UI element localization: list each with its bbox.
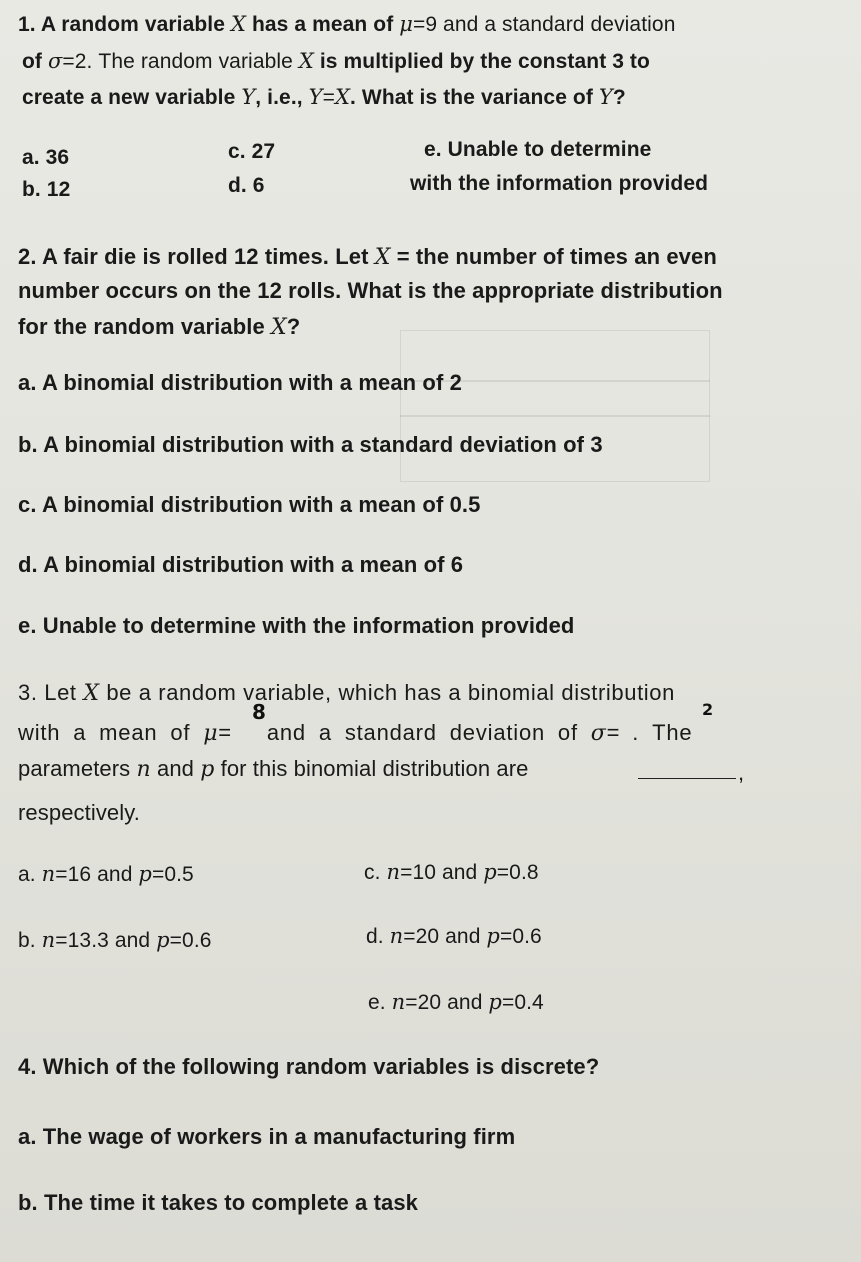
q2-text-line-2: number occurs on the 12 rolls. What is the appropriate distribution: [18, 278, 723, 303]
bleed-through-box: [400, 330, 710, 482]
q2-option-a[interactable]: a. A binomial distribution with a mean of 2: [18, 370, 462, 395]
q1-option-d[interactable]: d. 6: [228, 174, 265, 197]
q1-text-line-1: 1. A random variable X has a mean of μ=9 and a standard deviation: [18, 12, 676, 36]
q3-text-line-4: respectively.: [18, 800, 140, 825]
q2-option-e[interactable]: e. Unable to determine with the information provided: [18, 613, 575, 638]
q1-text-line-2: of σ=2. The random variable X is multiplied by the constant 3 to: [22, 49, 650, 73]
q1-option-c[interactable]: c. 27: [228, 140, 276, 163]
q3-option-b[interactable]: b. n=13.3 and p=0.6: [18, 928, 212, 952]
q1-option-b[interactable]: b. 12: [22, 178, 71, 201]
q1-option-a[interactable]: a. 36: [22, 146, 70, 169]
q4-text-line-1: 4. Which of the following random variables is discrete?: [18, 1054, 600, 1079]
handwritten-mark-sigma: 2: [702, 700, 714, 719]
q2-option-d[interactable]: d. A binomial distribution with a mean of 6: [18, 552, 464, 577]
q2-text-line-3: for the random variable X?: [18, 314, 301, 340]
q3-text-line-1: 3. Let X be a random variable, which has a binomial distribution: [18, 680, 675, 706]
q1-option-e-line-2: with the information provided: [410, 172, 709, 195]
q3-answer-blank[interactable]: [638, 778, 736, 779]
handwritten-mark-mean: 8: [252, 700, 266, 724]
q3-option-d[interactable]: d. n=20 and p=0.6: [366, 924, 542, 948]
q4-option-a[interactable]: a. The wage of workers in a manufacturing firm: [18, 1124, 516, 1149]
q1-option-e-line-1[interactable]: e. Unable to determine: [424, 138, 652, 161]
q1-text-line-3: create a new variable Y, i.e., Y=X. What is the variance of Y?: [22, 85, 626, 109]
q3-option-a[interactable]: a. n=16 and p=0.5: [18, 862, 194, 886]
bleed-through-divider: [400, 415, 710, 417]
q3-text-line-2: with a mean of μ= and a standard deviation of σ= . The: [18, 720, 693, 746]
q4-option-b[interactable]: b. The time it takes to complete a task: [18, 1190, 419, 1215]
q3-text-line-3: parameters n and p for this binomial distribution are: [18, 756, 529, 782]
q2-option-b[interactable]: b. A binomial distribution with a standard deviation of 3: [18, 432, 603, 457]
q2-option-c[interactable]: c. A binomial distribution with a mean of 0.5: [18, 492, 481, 517]
q3-option-e[interactable]: e. n=20 and p=0.4: [368, 990, 544, 1014]
q2-text-line-1: 2. A fair die is rolled 12 times. Let X = the number of times an even: [18, 244, 717, 270]
q3-option-c[interactable]: c. n=10 and p=0.8: [364, 860, 539, 884]
q3-blank-comma: ,: [738, 760, 745, 785]
